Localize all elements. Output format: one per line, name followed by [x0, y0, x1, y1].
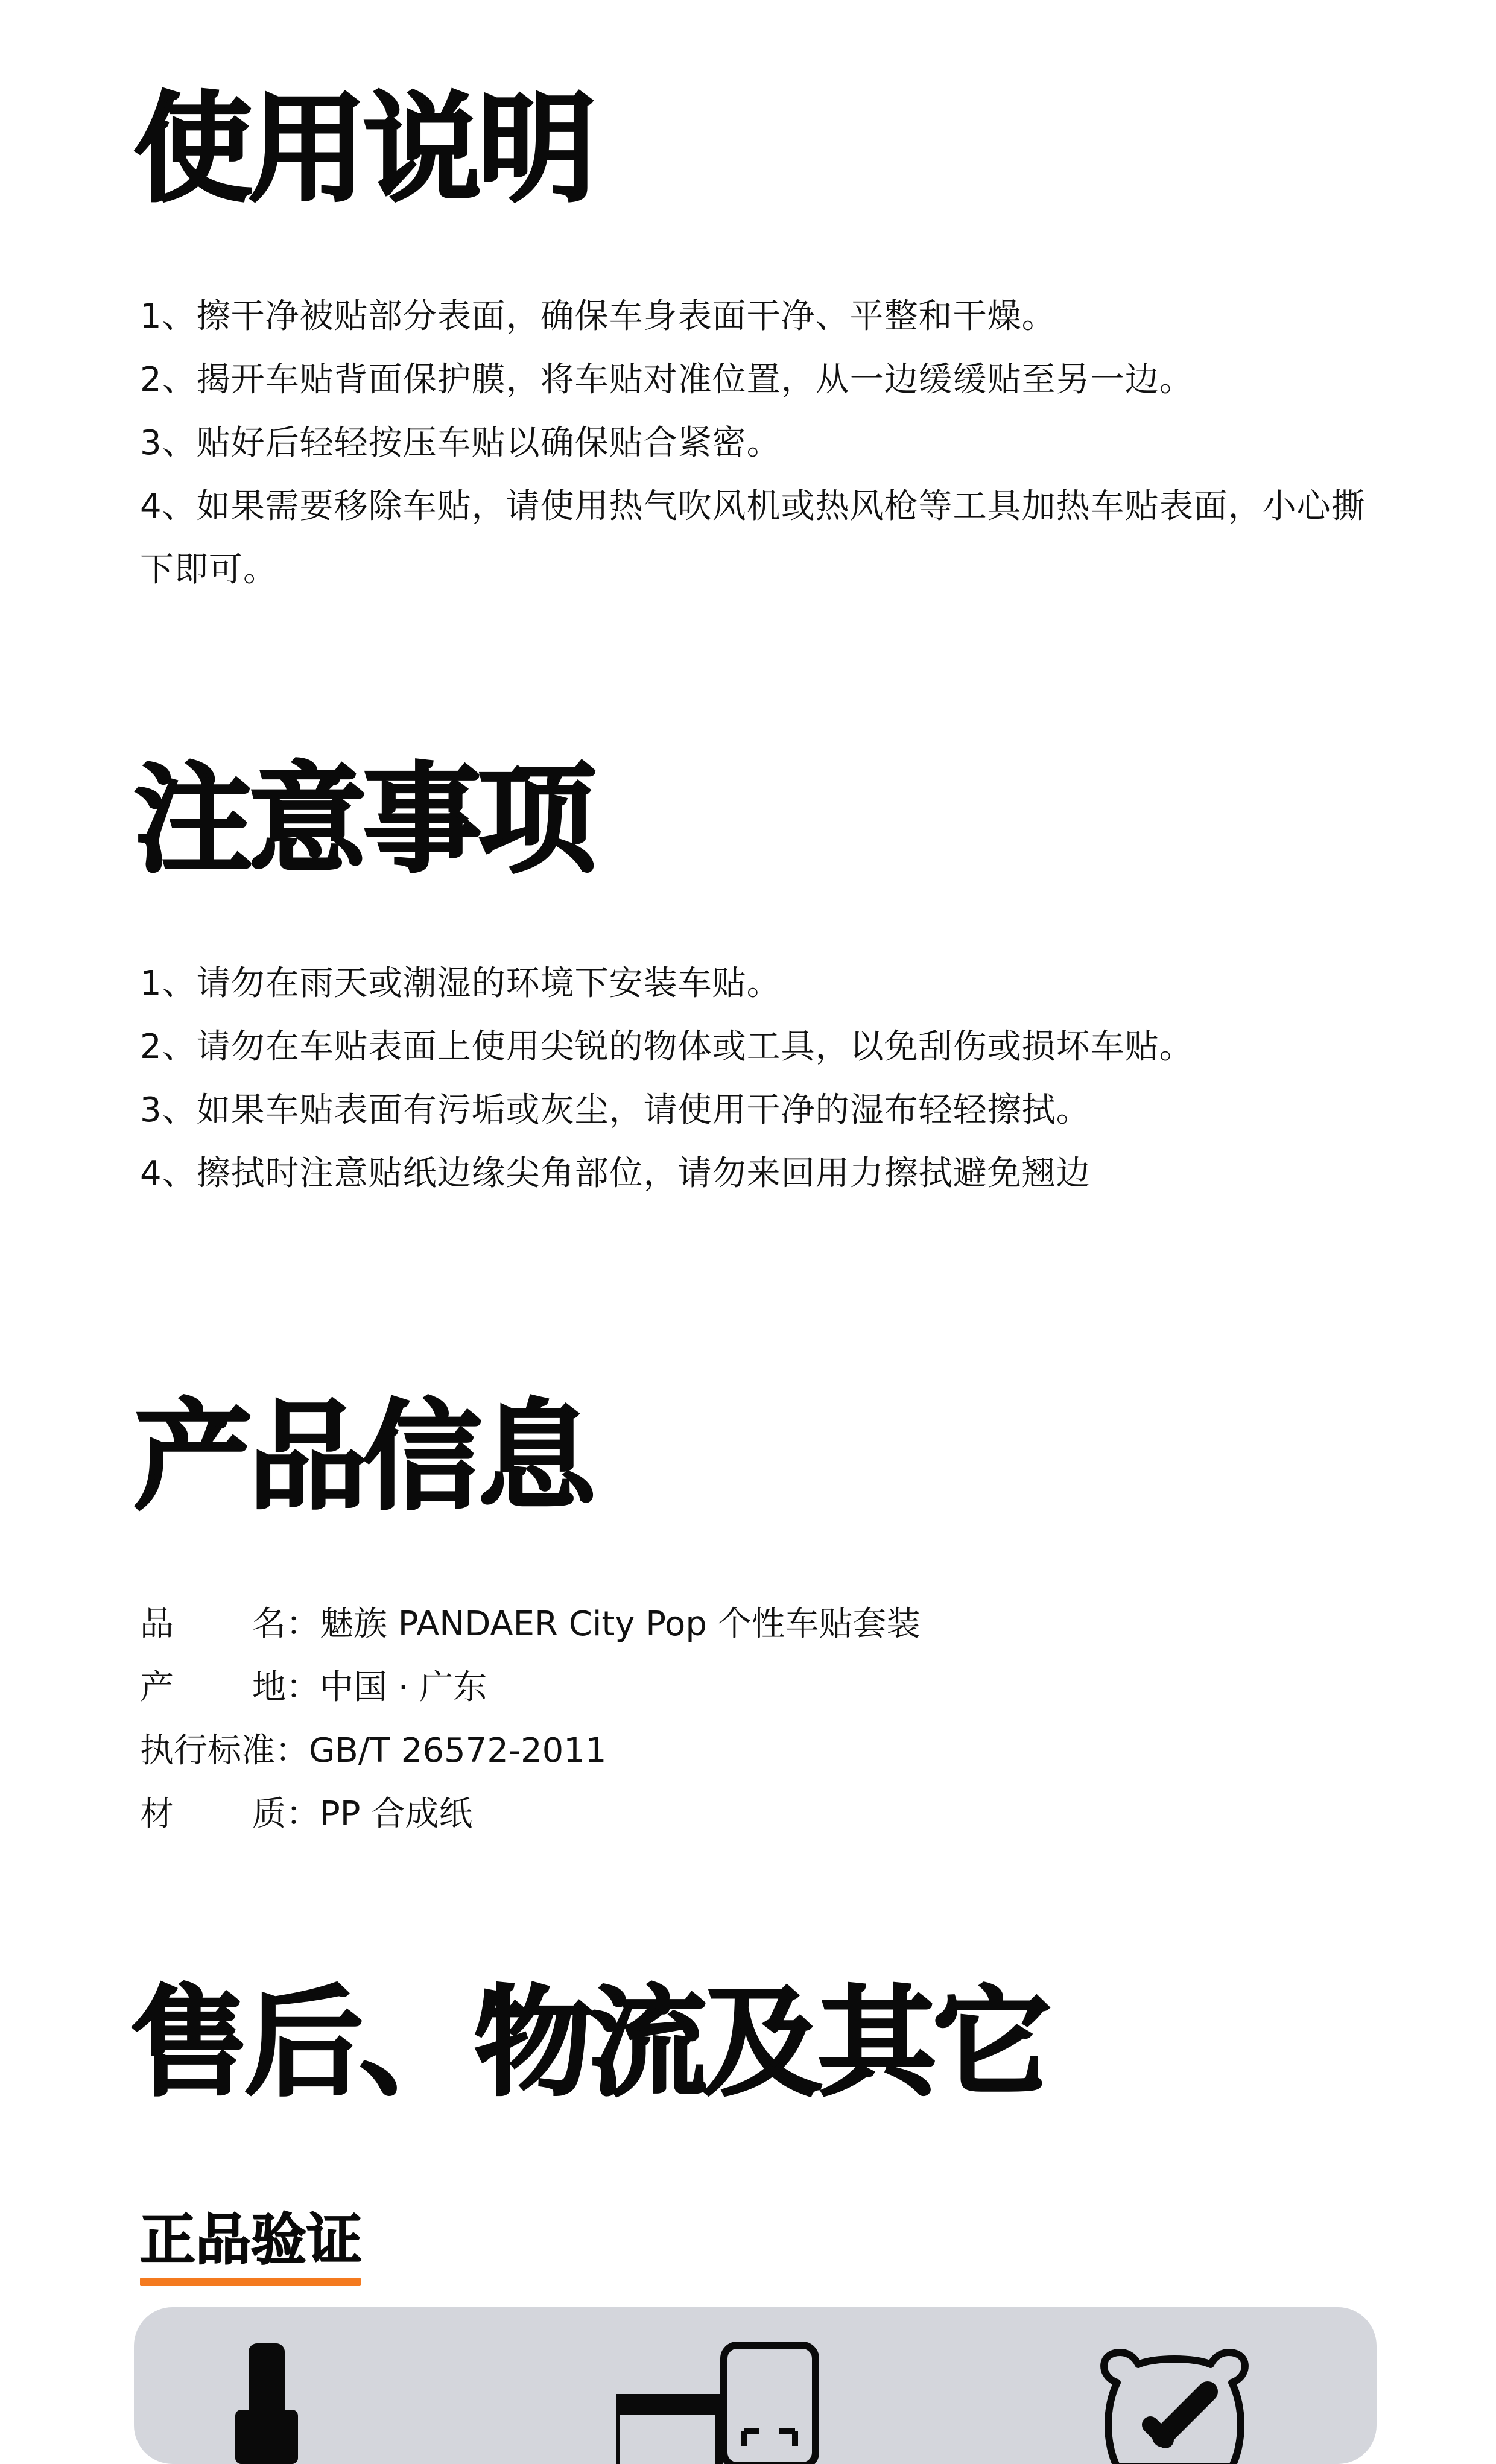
info-label-name: 品 名：: [140, 1604, 320, 1644]
document-icon: [616, 2340, 822, 2464]
notes-title: 注意事项: [134, 752, 593, 889]
usage-item-2: 2、揭开车贴背面保护膜，将车贴对准位置，从一边缓缓贴至另一边。: [140, 360, 1194, 399]
verify-underline: [140, 2278, 361, 2286]
info-value-standard: GB/T 26572-2011: [309, 1731, 607, 1770]
bear-icon: [1093, 2340, 1256, 2464]
pen-icon: [206, 2343, 327, 2464]
notes-item-4: 4、擦拭时注意贴纸边缘尖角部位，请勿来回用力擦拭避免翘边: [140, 1154, 1091, 1193]
info-label-standard: 执行标准：: [140, 1731, 309, 1770]
info-label-origin: 产 地：: [140, 1668, 320, 1707]
usage-item-4: 4、如果需要移除车贴，请使用热气吹风机或热风枪等工具加热车贴表面，小心撕下即可。: [140, 487, 1366, 589]
info-row-name: [140, 1592, 921, 1656]
info-value-name: 魅族 PANDAER City Pop 个性车贴套装: [320, 1604, 921, 1644]
info-row-standard: [140, 1719, 921, 1782]
verify-card: [134, 2307, 1377, 2464]
notes-item-2: 2、请勿在车贴表面上使用尖锐的物体或工具，以免刮伤或损坏车贴。: [140, 1027, 1194, 1066]
usage-item-3: 3、贴好后轻轻按压车贴以确保贴合紧密。: [140, 423, 781, 463]
product-title: 产品信息: [134, 1389, 593, 1526]
usage-title: 使用说明: [134, 81, 593, 218]
usage-item-1: 1、擦干净被贴部分表面，确保车身表面干净、平整和干燥。: [140, 297, 1056, 336]
notes-item-3: 3、如果车贴表面有污垢或灰尘，请使用干净的湿布轻轻擦拭。: [140, 1091, 1091, 1130]
info-value-origin: 中国 · 广东: [320, 1668, 487, 1707]
info-row-origin: [140, 1656, 921, 1719]
info-row-material: [140, 1782, 921, 1846]
notes-list: [140, 952, 1377, 1205]
after-sales-title: 售后、物流及其它: [130, 1975, 1048, 2112]
info-value-material: PP 合成纸: [320, 1794, 473, 1834]
info-label-material: 材 质：: [140, 1794, 320, 1834]
usage-list: [140, 285, 1377, 601]
product-info-list: [140, 1592, 921, 1846]
verify-heading: 正品验证: [140, 2208, 363, 2272]
notes-item-1: 1、请勿在雨天或潮湿的环境下安装车贴。: [140, 964, 781, 1003]
